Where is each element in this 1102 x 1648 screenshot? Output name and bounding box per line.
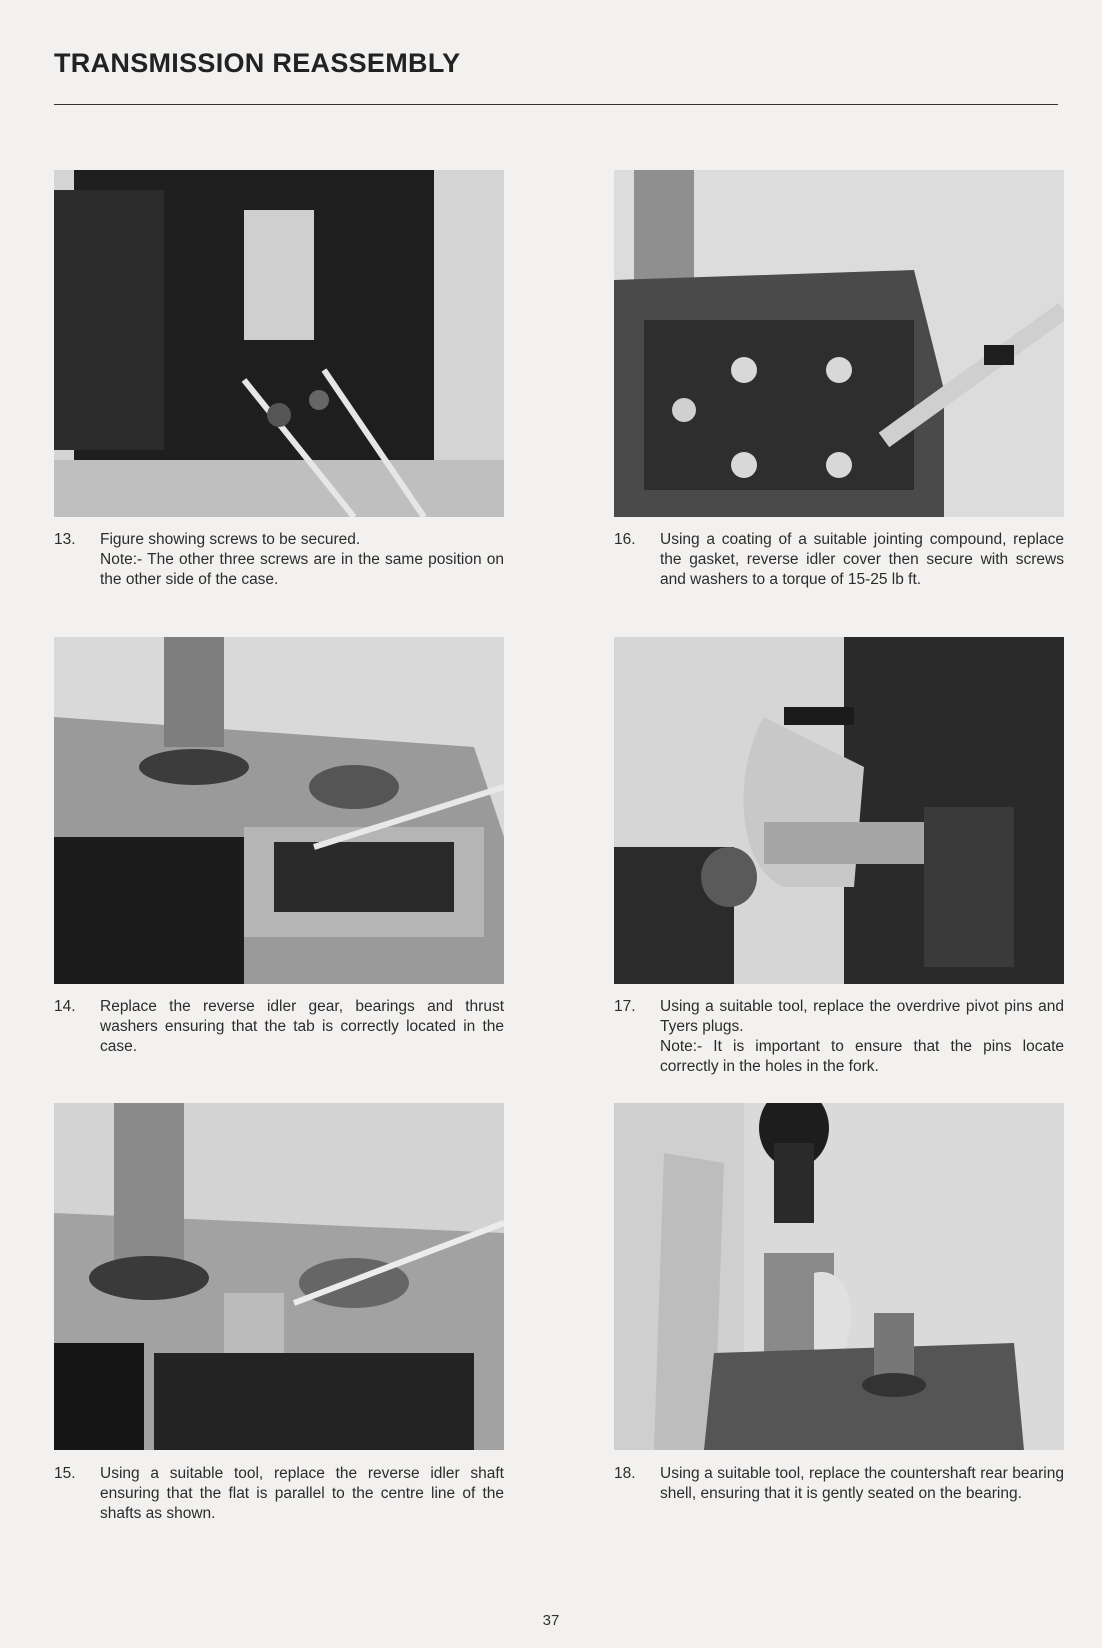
step-text: Using a coating of a suitable jointing compound, replace the gasket, reverse idler cover then secure with screws and washers to a torque of 15-25 lb ft.: [660, 531, 1064, 588]
step-number: 18.: [614, 1465, 636, 1482]
page-title: TRANSMISSION REASSEMBLY: [54, 48, 461, 78]
photo-step-18: [614, 1103, 1064, 1450]
caption-step-13: [54, 530, 504, 590]
photo-step-14: [54, 637, 504, 984]
caption-step-15: [54, 1464, 504, 1524]
step-text: Figure showing screws to be secured.: [100, 531, 361, 548]
step-number: 15.: [54, 1465, 76, 1482]
caption-step-14: [54, 997, 504, 1057]
step-note: Note:- The other three screws are in the same position on the other side of the case.: [100, 551, 504, 588]
step-number: 14.: [54, 998, 76, 1015]
step-number: 17.: [614, 998, 636, 1015]
photo-step-16: [614, 170, 1064, 517]
caption-step-18: [614, 1464, 1064, 1504]
step-text: Using a suitable tool, replace the overdrive pivot pins and Tyers plugs.: [660, 998, 1064, 1035]
step-text: Using a suitable tool, replace the countershaft rear bearing shell, ensuring that it is gently seated on the bearing.: [660, 1465, 1064, 1502]
title-divider: [54, 104, 1058, 105]
caption-step-16: [614, 530, 1064, 590]
step-text: Using a suitable tool, replace the reverse idler shaft ensuring that the flat is parallel to the centre line of the shafts as shown.: [100, 1465, 504, 1522]
step-note: Note:- It is important to ensure that the pins locate correctly in the holes in the fork.: [660, 1038, 1064, 1075]
step-text: Replace the reverse idler gear, bearings and thrust washers ensuring that the tab is correctly located in the case.: [100, 998, 504, 1055]
photo-step-13: [54, 170, 504, 517]
photo-step-15: [54, 1103, 504, 1450]
step-number: 16.: [614, 531, 636, 548]
photo-step-17: [614, 637, 1064, 984]
page-number: 37: [542, 1612, 560, 1629]
caption-step-17: [614, 997, 1064, 1077]
step-number: 13.: [54, 531, 76, 548]
